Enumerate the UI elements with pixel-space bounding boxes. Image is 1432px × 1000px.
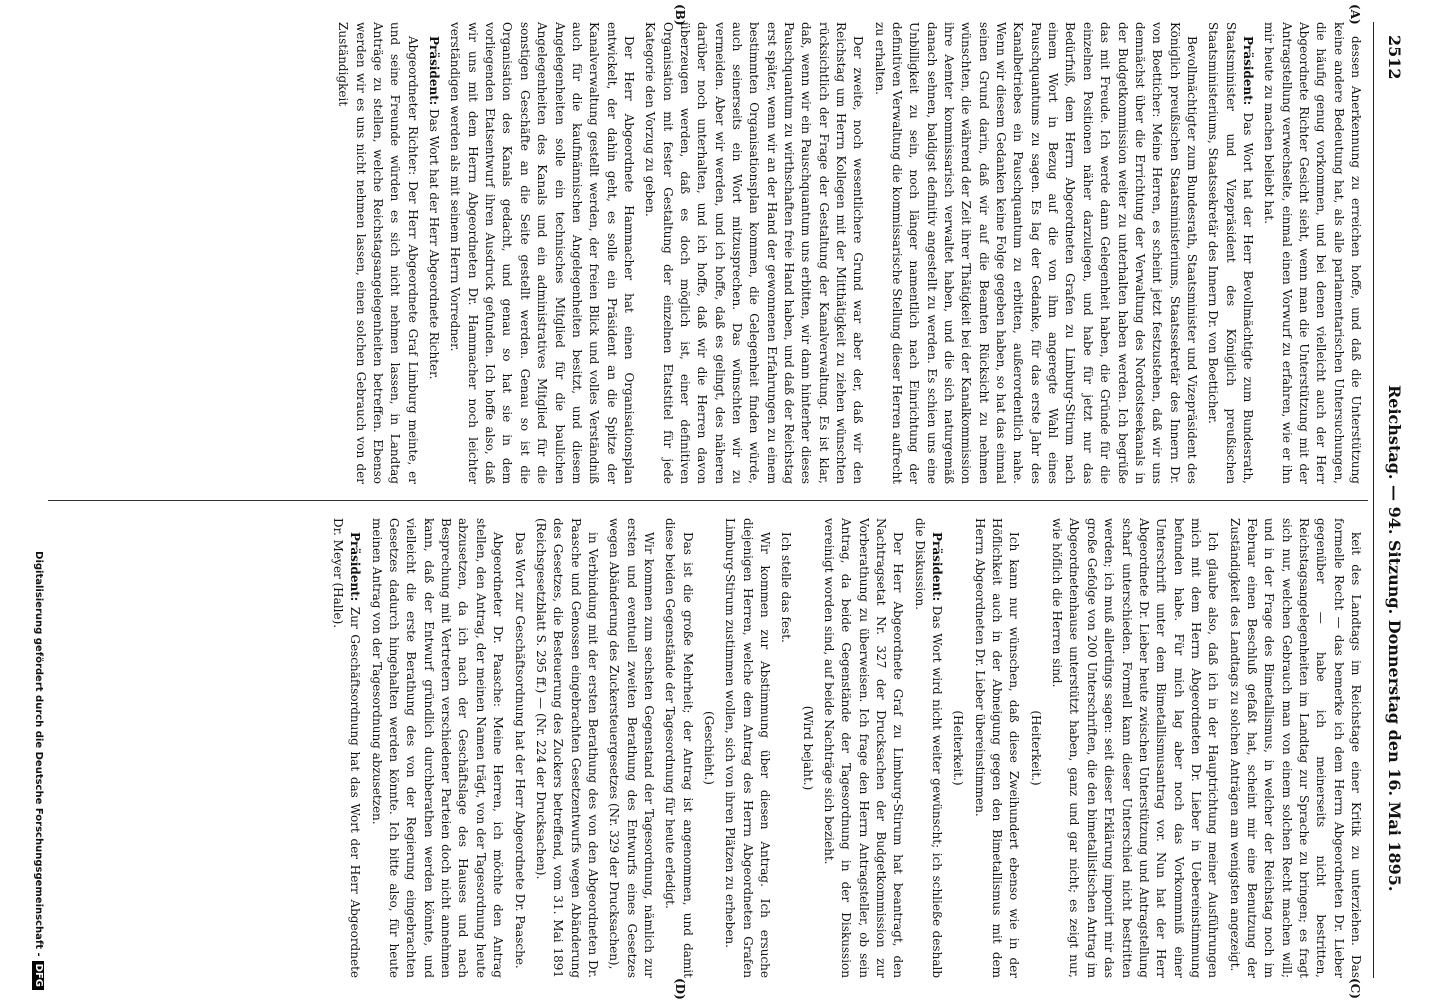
right-text-column: [52, 518, 1364, 978]
stage-direction: (Heiterkeit.): [951, 710, 966, 786]
speaker-name: Präsident:: [930, 532, 945, 602]
header-rule: [1373, 22, 1374, 978]
speech-text: Das Wort hat der Herr Bevollmächtigte zum Bundesrath, Staatsminister und Vizepräsident des Königlich preußischen Staatsministeriums, Staatssekretär des Innern Dr. von Boetticher.: [1206, 22, 1255, 484]
text-paragraph: keit des Landtags im Reichstage einer Kritik zu unterziehen. Das formelle Recht — das bemerke ich dem Herrn Abgeordneten Dr. Lieber gegenüber — habe ich meinerseits nicht bestritten, Reichstagsangelegenheiten im Landtag zur Sprache zu bringen; es fragt sich nur, welchen Gebrauch man von einem solchen Recht machen will; und in der Frage des Bimetallismus, in welcher der Reichstag noch im Februar einen Beschluß gefaßt hat, scheint mir eine Benutzung der Zuständigkeit des Landtags zu solchen Anträgen am wenigsten angezeigt.: [1227, 518, 1363, 978]
margin-marker-d: (D): [673, 978, 687, 1000]
speaker-paragraph: [910, 518, 945, 978]
text-paragraph: Wir kommen zum sechsten Gegenstand der Tagesordnung, nämlich zur ersten und eventuell zweiten Berathung des Entwurfs eines Gesetzes wegen Abänderung des Zuckersteuergesetzes (Nr. 329 der Drucksachen),: [607, 518, 656, 978]
stage-direction: (Wird bejaht.): [800, 705, 815, 791]
speech-text: Das Wort hat der Herr Abgeordnete Richter.: [427, 109, 442, 380]
text-paragraph: Der Herr Abgeordnete Hammacher hat einen Organisationsplan entwickelt, der dahin geht, es solle ein Präsident an die Spitze der Kanalverwaltung gestellt werden, der freien Blick und volles Verständniß auch für die kaufmännischen Angelegenheiten besitzt, und diesem Angelegenheiten solle ein technisches Mitglied für die baulichen Angelegenheiten des Kanals und ein administratives Mitglied für die sonstigen Geschäfte an die Seite gestellt werden. Genau so ist die Organisation des Kanals gedacht, und genau so hat sie in dem vorliegenden Etatsentwurf ihren Ausdruck gefunden. Ich hoffe also, daß wir uns mit dem Herrn Abgeordneten Dr. Hammacher noch leichter verständigen werden als mit seinem Herrn Vorredner.: [448, 22, 636, 484]
text-paragraph: dessen Anerkennung zu erreichen hoffe, und daß die Unterstützung keine andere Bedeutung hat, als alle parlamentarischen Untersuchungen, die häufig genug vorkommen, und bei denen vielleicht auch der Herr Abgeordnete Richter Gesicht sieht, wenn man die Unterstützung mit der Antragstellung verwechselte, einmal einen Vorwurf zu erfahren, wie er ihn mir heute zu machen beliebt hat.: [1262, 22, 1363, 484]
speech-text: Das Wort wird nicht weiter gewünscht; ich schließe deshalb die Diskussion.: [912, 518, 945, 978]
speaker-name: Präsident:: [1240, 36, 1255, 106]
speaker-paragraph: [425, 22, 442, 484]
dfg-logo: DFG: [32, 961, 44, 990]
digitization-text: Digitalisierung gefördert durch die Deutsche Forschungsgemeinschaft -: [33, 551, 44, 957]
page-number: 2512: [1385, 35, 1404, 80]
digitization-note: [4, 10, 44, 990]
speaker-paragraph: [329, 518, 364, 978]
text-paragraph: Das ist die große Mehrheit; der Antrag ist angenommen, und damit diese beiden Gegenstände der Tagesordnung für heute erledigt.: [663, 518, 695, 978]
margin-marker-a: (A): [1348, 4, 1362, 25]
text-paragraph: Abgeordneter Dr. Paasche: Meine Herren, ich möchte den Antrag stellen, den Antrag, der meinen Namen trägt, von der Tagesordnung heute abzusetzen, da ich nach der Geschäftslage des Hauses und nach Besprechung mit Vertretern verschiedener Parteien doch nicht annehmen kann, daß der Entwurf gründlich durchberathen werden könnte, und vielleicht die erste Berathung des von der Regierung eingebrachten Gesetzes dadurch hingehalten werden könnte. Ich bitte also, für heute meinen Antrag von der Tagesordnung abzusetzen.: [369, 518, 506, 978]
margin-marker-b: (B): [673, 4, 687, 26]
text-paragraph: Der zweite, noch wesentlichere Grund war aber der, daß wir den Reichstag um Herrn Kollegen mit der Mitthätigkeit zu ziehen wünschten rücksichtlich der Frage der Gestaltung der Kanalverwaltung. Es ist klar, daß, wenn wir ein Pauschquantum uns erbitten, wir dann hinterher dieses Pauschquantum zu wirthschaften freie Hand haben, und daß der Reichstag erst später, wenn wir an der Hand der gewonnenen Erfahrungen zu einem bestimmten Organisationsplan kommen, die Gelegenheit finden würde, auch seinerseits ein Wort mitzusprechen. Das wünschten wir zu vermeiden. Aber wir werden, und ich hoffe, daß es gelingt, des näheren darüber noch unterhalten, und ich hoffe, daß wir die Herren davon überzeugen werden, daß es doch möglich ist, einer definitiven Organisation mit fester Gestaltung der einzelnen Etatstitel für jede Kategorie den Vorzug zu geben.: [643, 22, 866, 484]
text-paragraph: Das Wort zur Geschäftsordnung hat der Herr Abgeordnete Dr. Paasche.: [512, 532, 527, 969]
left-text-column: [52, 22, 1364, 484]
text-paragraph: Der Herr Abgeordnete Graf zu Limburg-Stirum hat beantragt, den Nachtragsetat Nr. 327 der Drucksachen der Budgetkommission zur Vorberathung zu überweisen. Ich frage den Herrn Antragsteller, ob sein Antrag, da beide Gegenstände der Tagesordnung in der Diskussion vereinigt worden sind, auf beide Nachträge sich bezieht.: [822, 518, 906, 978]
column-divider: [48, 500, 1368, 501]
page-title: Reichstag. — 94. Sitzung. Donnerstag den 16. Mai 1895.: [1385, 385, 1404, 892]
speaker-paragraph: [1204, 22, 1256, 484]
text-paragraph: Ich stelle das fest.: [779, 532, 794, 643]
text-paragraph: Bevollmächtigter zum Bundesrath, Staatsminister und Vizepräsident des Königlich preußischen Staatsministeriums, Staatssekretär des Innern Dr. von Boetticher: Meine Herren, es scheint jetzt festzustehen, daß wir uns demnächst über die Errichtung der Verwaltung des Nordostseekanals in der Budgetkommission weiter zu unterhalten haben werden. Ich begrüße das mit Freude. Ich werde dann Gelegenheit haben, die Gründe für die einzelnen Positionen näher darzulegen, und habe für jetzt nur das Bedürfniß, dem Herrn Abgeordneten Grafen zu Limburg-Stirum nach einem Wort in Bezug auf die von ihm angeregte Wahl eines Pauschquantums zu sagen. Es lag der Gedanke, für das erste Jahr des Kanalbetriebes ein Pauschquantum zu erbitten, außerordentlich nahe. Wenn wir diesem Gedanken keine Folge gegeben haben, so hat das einmal seinen Grund darin, daß wir auf die Beamten Rücksicht zu nehmen wünschten, die während der Zeit ihrer Thätigkeit bei der Kanalkommission ihre Aemter kommissarisch verwaltet haben, und die sich naturgemäß danach sehnen, baldigst definitiv angestellt zu werden. Es schien uns eine Unbilligkeit zu sein, noch länger namentlich nach Einrichtung der definitiven Verwaltung die kommissarische Stellung dieser Herren aufrecht zu erhalten.: [872, 22, 1199, 484]
stage-direction: (Heiterkeit.): [1028, 710, 1043, 786]
text-paragraph: Ich glaube also, daß ich in der Hauptrichtung meiner Ausführungen mich mit dem Herrn Abgeordneten Dr. Lieber in Uebereinstimmung befunden habe. Für mich lag aber noch das Vorkommniß einer Unterschrift unter dem Bimetallismusantrag vor. Nun hat der Herr Abgeordnete Dr. Lieber heute zwischen Unterstützung und Antragstellung scharf unterschieden. Formell kann dieser Unterschied nicht bestritten werden; ich muß allerdings sagen: seit dieser Erklärung imponirt mir das große Gefolge von 200 Unterschriften, die den bimetallistischen Antrag im Abgeordnetenhause unterstützt haben, ganz und gar nicht; es zeigt nur, wie höflich die Herren sind.: [1050, 518, 1221, 978]
margin-marker-c: (C): [1348, 978, 1362, 999]
stage-direction: (Geschieht.): [701, 711, 716, 785]
text-paragraph: Wir kommen zur Abstimmung über diesen Antrag. Ich ersuche diejenigen Herren, welche dem Antrag des Herrn Abgeordneten Grafen Limburg-Stirum zustimmen wollen, sich von ihren Plätzen zu erheben.: [723, 518, 772, 978]
speaker-name: Präsident:: [427, 36, 442, 106]
text-paragraph: in Verbindung mit der ersten Berathung des von den Abgeordneten Dr. Paasche und Genossen eingebrachten Gesetzentwurfs wegen Abänderung des Gesetzes, die Besteuerung des Zuckers betreffend, vom 31. Mai 1891 (Reichsgesetzblatt S. 295 ff.) — (Nr. 224 der Drucksachen).: [533, 518, 600, 978]
page-header: [1378, 0, 1404, 1000]
speech-text: Zur Geschäftsordnung hat das Wort der Herr Abgeordnete Dr. Meyer (Halle).: [331, 518, 363, 978]
text-paragraph: Ich kann nur wünschen, daß diese Zweihundert ebenso wie in der Höflichkeit auch in der Abneigung gegen den Bimetallismus mit dem Herrn Abgeordneten Dr. Lieber übereinstimmen.: [972, 518, 1022, 978]
text-paragraph: Abgeordneter Richter: Der Herr Abgeordnete Graf Limburg meinte, er und seine Freunde würden es sich nicht nehmen lassen, in Landtag Anträge zu stellen, welche Reichstagsangelegenheiten betreffen. Ebenso werden wir es uns nicht nehmen lassen, einen solchen Gebrauch von der Zuständigkeit: [336, 22, 420, 484]
speaker-name: Präsident:: [348, 532, 363, 602]
